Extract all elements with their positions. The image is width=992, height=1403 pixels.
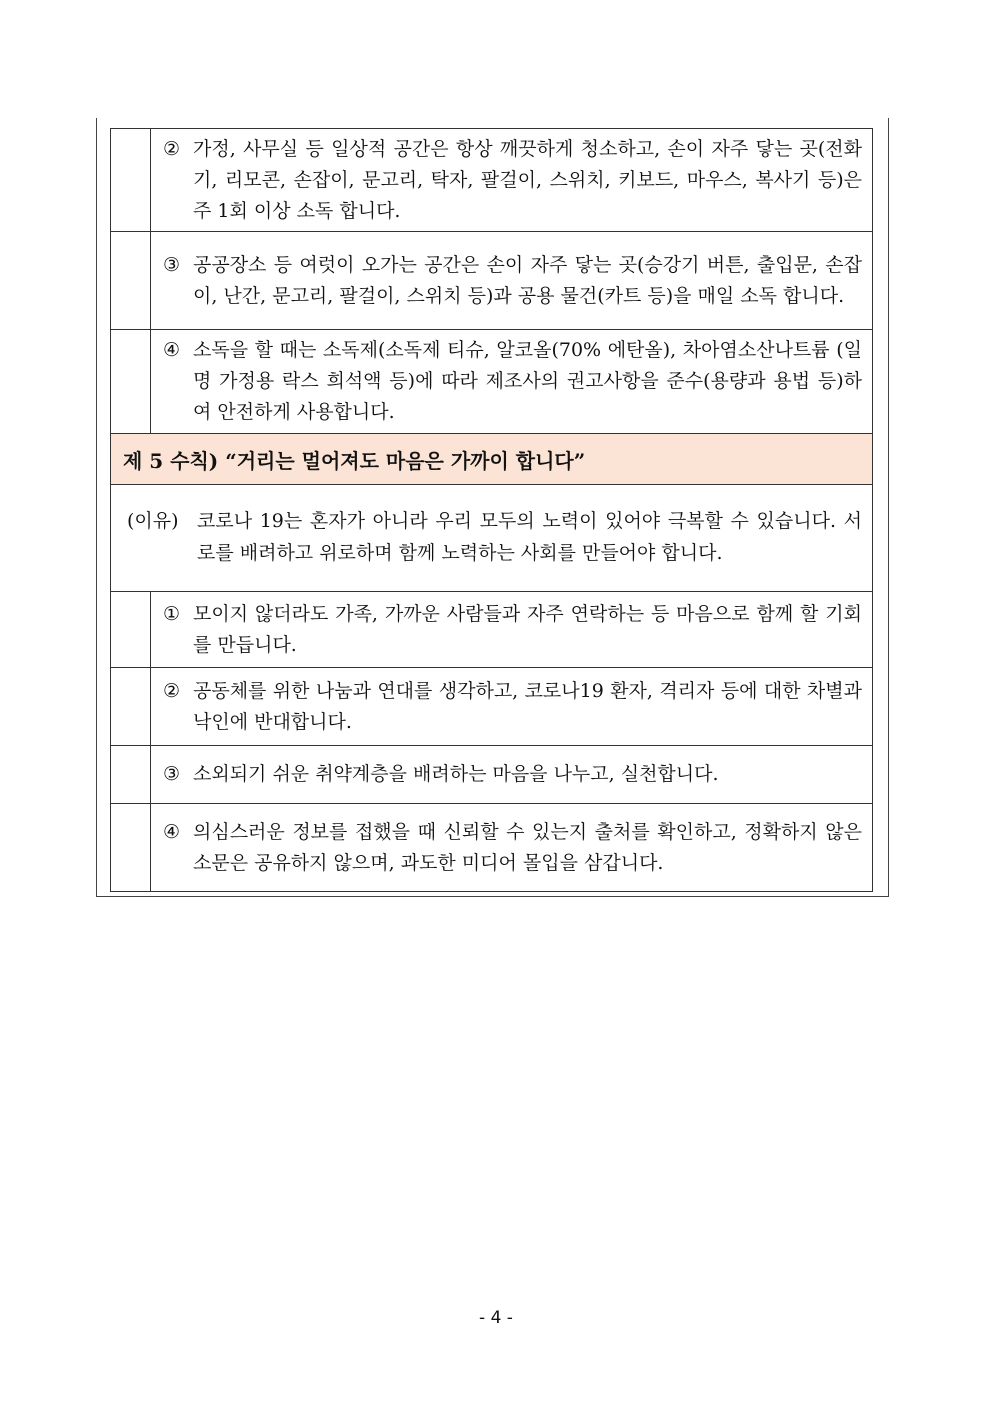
item-text: 공동체를 위한 나눔과 연대를 생각하고, 코로나19 환자, 격리자 등에 대한 차별과 낙인에 반대합니다. (193, 679, 862, 733)
table-row (111, 330, 873, 434)
item-text: 소독을 할 때는 소독제(소독제 티슈, 알코올(70% 에탄올), 차아염소산나트륨 (일명 가정용 락스 희석액 등)에 따라 제조사의 권고사항을 준수(용량과 용법 등)하여 안전하게 사용합니다. (193, 339, 862, 423)
item-number: ③ (163, 763, 181, 785)
blank-cell (111, 330, 151, 434)
item-text: 가정, 사무실 등 일상적 공간은 항상 깨끗하게 청소하고, 손이 자주 닿는 곳(전화기, 리모콘, 손잡이, 문고리, 탁자, 팔걸이, 스위치, 키보드, 마우스, 복사기 등)은 주 1회 이상 소독 합니다. (193, 137, 862, 222)
reason-text: 코로나 19는 혼자가 아니라 우리 모두의 노력이 있어야 극복할 수 있습니다. 서로를 배려하고 위로하며 함께 노력하는 사회를 만들어야 합니다. (197, 510, 862, 564)
table-row (111, 129, 873, 232)
list-item (151, 804, 873, 892)
blank-cell (111, 746, 151, 804)
table-row (111, 746, 873, 804)
item-number: ④ (163, 820, 181, 843)
list-item (151, 330, 873, 434)
reason-cell (111, 485, 873, 592)
item-number: ① (163, 602, 181, 625)
page-number: - 4 - (479, 1308, 513, 1328)
guideline-table (110, 128, 873, 892)
blank-cell (111, 232, 151, 330)
list-item (151, 129, 873, 232)
table-row (111, 668, 873, 746)
item-text: 모이지 않더라도 가족, 가까운 사람들과 자주 연락하는 등 마음으로 함께 할 기회를 만듭니다. (193, 602, 862, 656)
table-row (111, 485, 873, 592)
reason-label: (이유) (127, 510, 179, 532)
table-row (111, 232, 873, 330)
list-item (151, 668, 873, 746)
item-text: 공공장소 등 여럿이 오가는 공간은 손이 자주 닿는 곳(승강기 버튼, 출입문, 손잡이, 난간, 문고리, 팔걸이, 스위치 등)과 공용 물건(카트 등)을 매일 소독 합니다. (193, 253, 862, 307)
section-heading: 제 5 수칙) “거리는 멀어져도 마음은 가까이 합니다” (111, 434, 873, 485)
blank-cell (111, 129, 151, 232)
table-row (111, 592, 873, 668)
list-item (151, 592, 873, 668)
item-number: ② (163, 137, 181, 160)
item-number: ② (163, 679, 181, 702)
table-row (111, 804, 873, 892)
section-heading-row (111, 434, 873, 485)
item-text: 의심스러운 정보를 접했을 때 신뢰할 수 있는지 출처를 확인하고, 정확하지 않은 소문은 공유하지 않으며, 과도한 미디어 몰입을 삼갑니다. (193, 820, 862, 874)
item-number: ④ (163, 339, 181, 361)
list-item (151, 232, 873, 330)
blank-cell (111, 592, 151, 668)
blank-cell (111, 804, 151, 892)
blank-cell (111, 668, 151, 746)
list-item (151, 746, 873, 804)
item-text: 소외되기 쉬운 취약계층을 배려하는 마음을 나누고, 실천합니다. (193, 763, 719, 785)
item-number: ③ (163, 253, 181, 276)
